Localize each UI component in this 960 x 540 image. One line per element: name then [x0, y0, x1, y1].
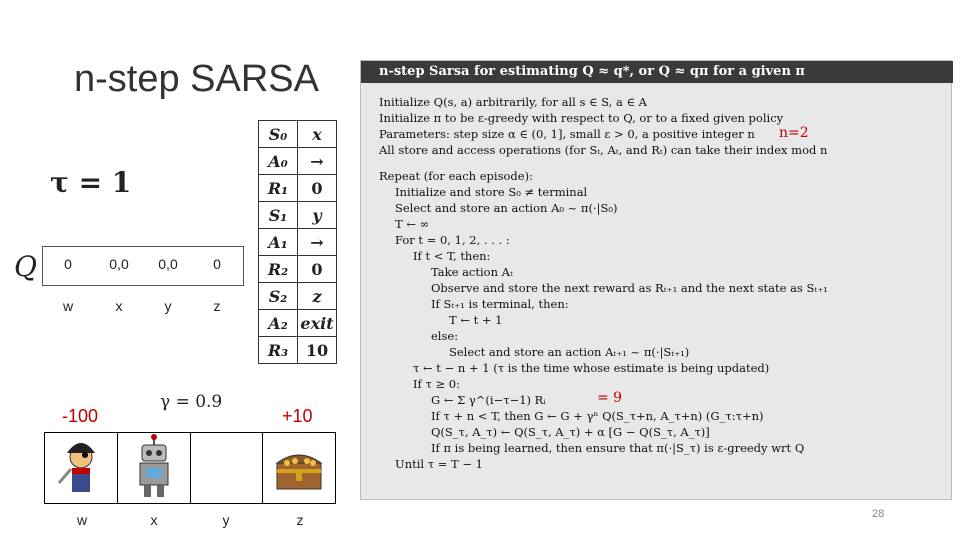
trajectory-symbol: R₂: [259, 256, 298, 283]
grid-label-w: w: [76, 512, 88, 528]
trajectory-value: z: [298, 283, 337, 310]
trajectory-row: [259, 337, 337, 364]
trajectory-value: 0: [298, 175, 337, 202]
algo-line-params: Parameters: step size α ∈ (0, 1], small ε > 0, a positive integer n: [379, 127, 755, 141]
q-value-w: 0: [64, 256, 72, 272]
page-number: 28: [872, 508, 885, 520]
trajectory-symbol: R₁: [259, 175, 298, 202]
pirate-icon: [45, 433, 117, 501]
algorithm-box: [360, 60, 952, 500]
algo-line-pi-learned: If π is being learned, then ensure that π(·|S_τ) is ε-greedy wrt Q: [431, 441, 805, 455]
trajectory-row: [259, 202, 337, 229]
algo-line-if-t: If t < T, then:: [413, 249, 491, 263]
gamma-label: γ = 0.9: [160, 392, 223, 412]
grid-cell-z: [263, 433, 335, 503]
grid-label-z: z: [296, 512, 304, 528]
algo-line-tau: τ ← t − n + 1 (τ is the time whose estimate is being updated): [413, 361, 770, 375]
trajectory-value: exit: [298, 310, 337, 337]
g-annotation: = 9: [597, 390, 623, 406]
trajectory-value: y: [298, 202, 337, 229]
grid-label-y: y: [222, 512, 230, 528]
trajectory-value: 0: [298, 256, 337, 283]
trajectory-row: [259, 310, 337, 337]
algo-line-select-a0: Select and store an action A₀ ~ π(·|S₀): [395, 201, 618, 215]
trajectory-symbol: S₀: [259, 121, 298, 148]
q-value-y: 0,0: [158, 256, 178, 272]
grid-label-x: x: [150, 512, 158, 528]
trajectory-row: [259, 229, 337, 256]
trajectory-symbol: A₀: [259, 148, 298, 175]
q-label-z: z: [213, 298, 221, 314]
algo-line-g-bootstrap: If τ + n < T, then G ← G + γⁿ Q(S_τ+n, A_τ+n) (G_τ:τ+n): [431, 409, 764, 423]
trajectory-symbol: A₁: [259, 229, 298, 256]
treasure-chest-icon: [263, 433, 335, 501]
algo-line-g-sum: G ← Σ γ^(i−τ−1) Rᵢ: [431, 393, 546, 407]
algo-line-observe: Observe and store the next reward as Rₜ₊₁ and the next state as Sₜ₊₁: [431, 281, 828, 295]
algo-line-repeat: Repeat (for each episode):: [379, 169, 533, 183]
trajectory-symbol: S₁: [259, 202, 298, 229]
trajectory-row: [259, 283, 337, 310]
algorithm-title: n-step Sarsa for estimating Q ≈ q*, or Q ≈ qπ for a given π: [361, 61, 953, 83]
q-value-x: 0,0: [109, 256, 129, 272]
trajectory-value: 10: [298, 337, 337, 364]
algo-line-for: For t = 0, 1, 2, . . . :: [395, 233, 510, 247]
trajectory-row: [259, 121, 337, 148]
trajectory-value: x: [298, 121, 337, 148]
grid-cell-w: [45, 433, 118, 503]
tau-label: τ = 1: [50, 166, 132, 199]
q-label-y: y: [164, 298, 172, 314]
trajectory-table: [258, 120, 337, 364]
trajectory-symbol: R₃: [259, 337, 298, 364]
algo-line-init-pi: Initialize π to be ε-greedy with respect to Q, or to a fixed given policy: [379, 111, 784, 125]
robot-icon: [118, 433, 190, 501]
trajectory-value: →: [298, 229, 337, 256]
algo-line-init-q: Initialize Q(s, a) arbitrarily, for all s ∈ S, a ∈ A: [379, 95, 647, 109]
grid-cell-y: [191, 433, 263, 503]
trajectory-row: [259, 175, 337, 202]
trajectory-row: [259, 256, 337, 283]
reward-positive: +10: [282, 406, 313, 426]
algo-line-t-inf: T ← ∞: [395, 217, 430, 231]
reward-negative: -100: [62, 406, 99, 426]
trajectory-value: →: [298, 148, 337, 175]
slide-title: n-step SARSA: [74, 58, 319, 100]
q-label-w: w: [62, 298, 74, 314]
q-label-x: x: [115, 298, 123, 314]
q-symbol: Q: [14, 250, 37, 283]
trajectory-row: [259, 148, 337, 175]
algo-line-mod: All store and access operations (for Sₜ, Aₜ, and Rₜ) can take their index mod n: [379, 143, 828, 157]
trajectory-symbol: A₂: [259, 310, 298, 337]
algo-line-else: else:: [431, 329, 459, 343]
algo-line-until: Until τ = T − 1: [395, 457, 483, 471]
grid-world: [44, 432, 336, 504]
grid-cell-x: [118, 433, 191, 503]
algo-line-select-next: Select and store an action Aₜ₊₁ ~ π(·|Sₜ₊₁): [449, 345, 690, 359]
n-annotation: n=2: [779, 125, 809, 141]
algo-line-q-update: Q(S_τ, A_τ) ← Q(S_τ, A_τ) + α [G − Q(S_τ, A_τ)]: [431, 425, 710, 439]
algo-line-init-s0: Initialize and store S₀ ≠ terminal: [395, 185, 588, 199]
q-value-z: 0: [213, 256, 221, 272]
algo-line-set-t: T ← t + 1: [449, 313, 503, 327]
algo-line-if-tau: If τ ≥ 0:: [413, 377, 460, 391]
trajectory-symbol: S₂: [259, 283, 298, 310]
algo-line-take: Take action Aₜ: [431, 265, 513, 279]
algo-line-if-terminal: If Sₜ₊₁ is terminal, then:: [431, 297, 569, 311]
